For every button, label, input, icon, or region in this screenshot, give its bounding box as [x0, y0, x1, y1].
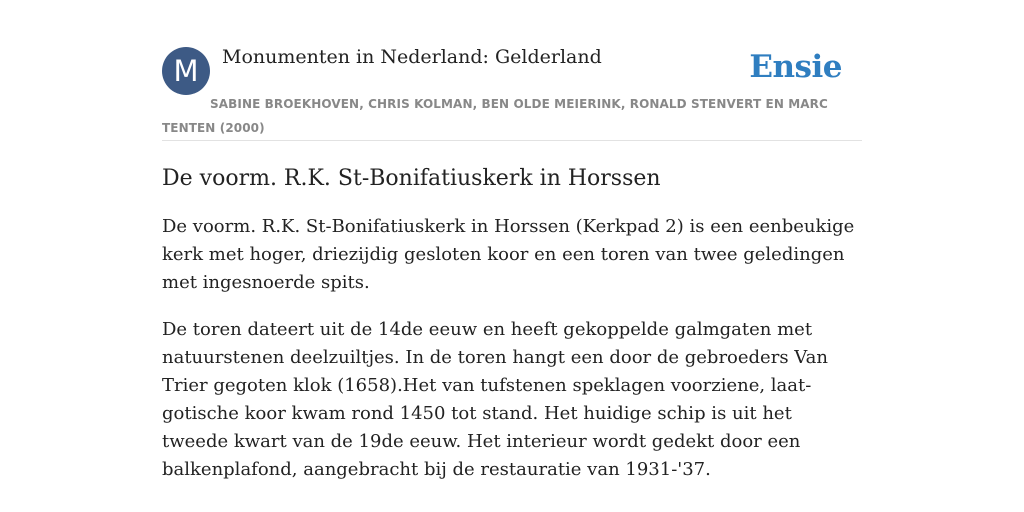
authors-line: SABINE BROEKHOVEN, CHRIS KOLMAN, BEN OLDE MEIERINK, RONALD STENVERT EN MARC TENTEN (2000) [162, 97, 828, 135]
entry-content [162, 164, 862, 484]
entry-paragraph-2: De toren dateert uit de 14de eeuw en heeft gekoppelde galmgaten met natuurstenen deelzuiltjes. In de toren hangt een door de gebroeders Van Trier gegoten klok (1658).Het van tufstenen speklagen voorziene, laat-gotische koor kwam rond 1450 tot stand. Het huidige schip is uit het tweede kwart van de 19de eeuw. Het interieur wordt gedekt door een balkenplafond, aangebracht bij de restauratie van 1931-'37. [162, 319, 828, 480]
site-logo[interactable]: Ensie [749, 49, 842, 85]
avatar[interactable]: M [162, 47, 210, 95]
entry-paragraph-1: De voorm. R.K. St-Bonifatiuskerk in Horssen (Kerkpad 2) is een eenbeukige kerk met hoger, driezijdig gesloten koor en een toren van twee geledingen met ingesnoerde spits. [162, 216, 855, 293]
entry-title: De voorm. R.K. St-Bonifatiuskerk in Horssen [162, 166, 661, 191]
header [162, 44, 862, 141]
book-title[interactable]: Monumenten in Nederland: Gelderland [222, 46, 602, 68]
